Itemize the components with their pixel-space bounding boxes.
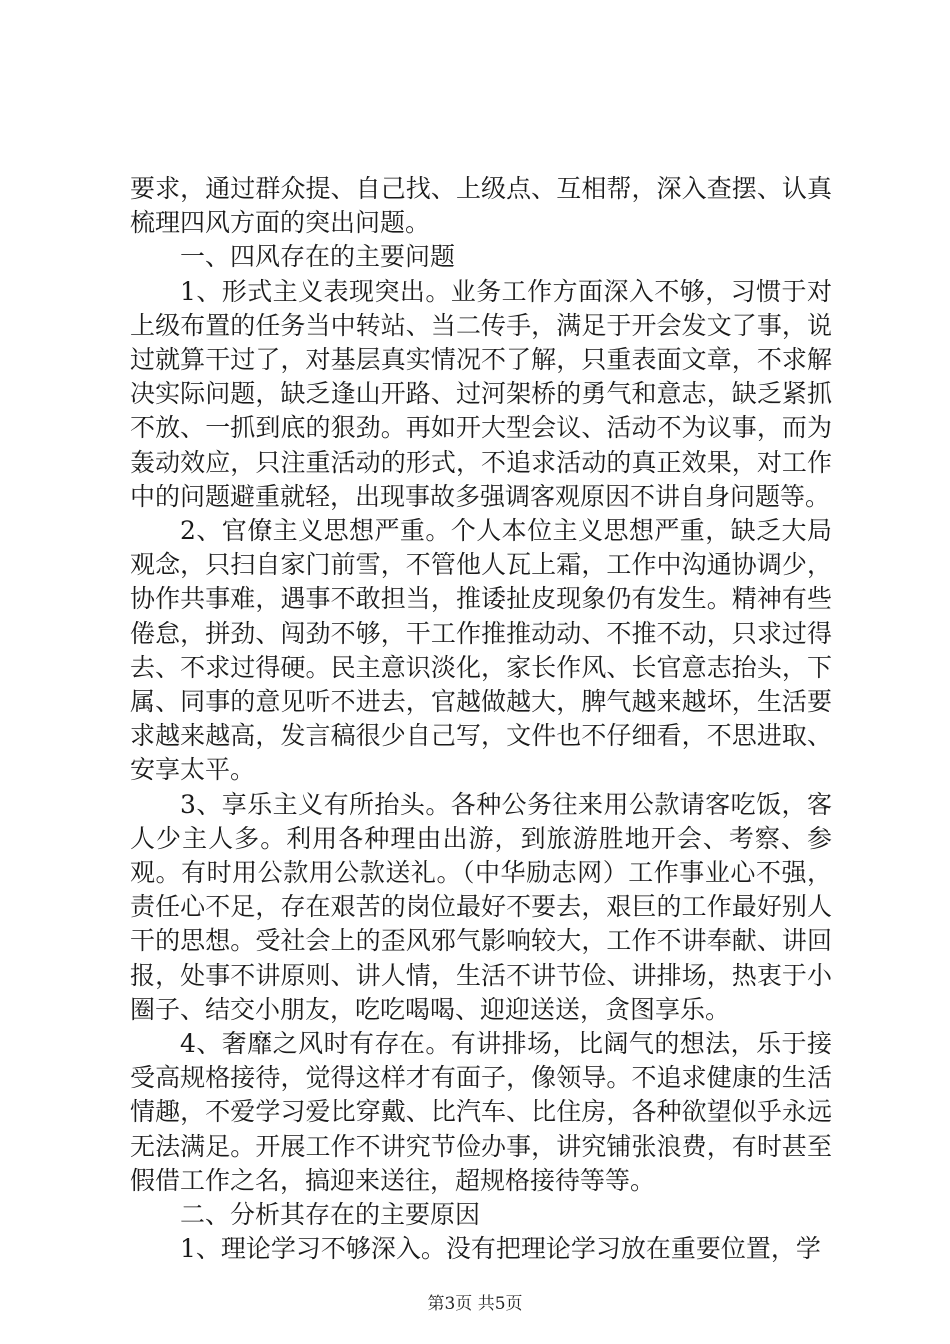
section-heading: 二、分析其存在的主要原因 bbox=[180, 1200, 481, 1230]
paragraph: 1、形式主义表现突出。业务工作方面深入不够，习惯于对上级布置的任务当中转站、当二传手，满足于开会发文了事，说过就算干过了，对基层真实情况不了解，只重表面文章，不求解决实际问题，缺乏逢山开路、过河架桥的勇气和意志，缺乏紧抓不放、一抓到底的狠劲。再如开大型会议、活动不为议事，而为轰动效应，只注重活动的形式，不追求活动的真正效果，对工作中的问题避重就轻，出现事故多强调客观原因不讲自身问题等。 bbox=[130, 276, 832, 511]
section-heading: 一、四风存在的主要问题 bbox=[180, 242, 456, 272]
paragraph: 1、理论学习不够深入。没有把理论学习放在重要位置，学 bbox=[180, 1234, 821, 1264]
paragraph: 要求，通过群众提、自己找、上级点、互相帮，深入查摆、认真梳理四风方面的突出问题。 bbox=[130, 174, 832, 238]
document-body bbox=[130, 172, 832, 1267]
paragraph: 4、奢靡之风时有存在。有讲排场，比阔气的想法，乐于接受高规格接待，觉得这样才有面子，像领导。不追求健康的生活情趣，不爱学习爱比穿戴、比汽车、比住房，各种欲望似乎永远无法满足。开展工作不讲究节俭办事，讲究铺张浪费，有时甚至假借工作之名，搞迎来送往，超规格接待等等。 bbox=[130, 1029, 832, 1195]
paragraph: 3、享乐主义有所抬头。各种公务往来用公款请客吃饭，客人少主人多。利用各种理由出游，到旅游胜地开会、考察、参观。有时用公款用公款送礼。（中华励志网）工作事业心不强，责任心不足，存在艰苦的岗位最好不要去，艰巨的工作最好别人干的思想。受社会上的歪风邪气影响较大，工作不讲奉献、讲回报，处事不讲原则、讲人情，生活不讲节俭、讲排场，热衷于小圈子、结交小朋友，吃吃喝喝、迎迎送送，贪图享乐。 bbox=[130, 789, 832, 1024]
paragraph: 2、官僚主义思想严重。个人本位主义思想严重，缺乏大局观念，只扫自家门前雪，不管他人瓦上霜，工作中沟通协调少，协作共事难，遇事不敢担当，推诿扯皮现象仍有发生。精神有些倦怠，拼劲、闯劲不够，干工作推推动动、不推不动，只求过得去、不求过得硬。民主意识淡化，家长作风、长官意志抬头，下属、同事的意见听不进去，官越做越大，脾气越来越坏，生活要求越来越高，发言稿很少自己写，文件也不仔细看，不思进取、安享太平。 bbox=[130, 516, 832, 785]
page-footer: 第3页 共5页 bbox=[427, 1294, 523, 1314]
